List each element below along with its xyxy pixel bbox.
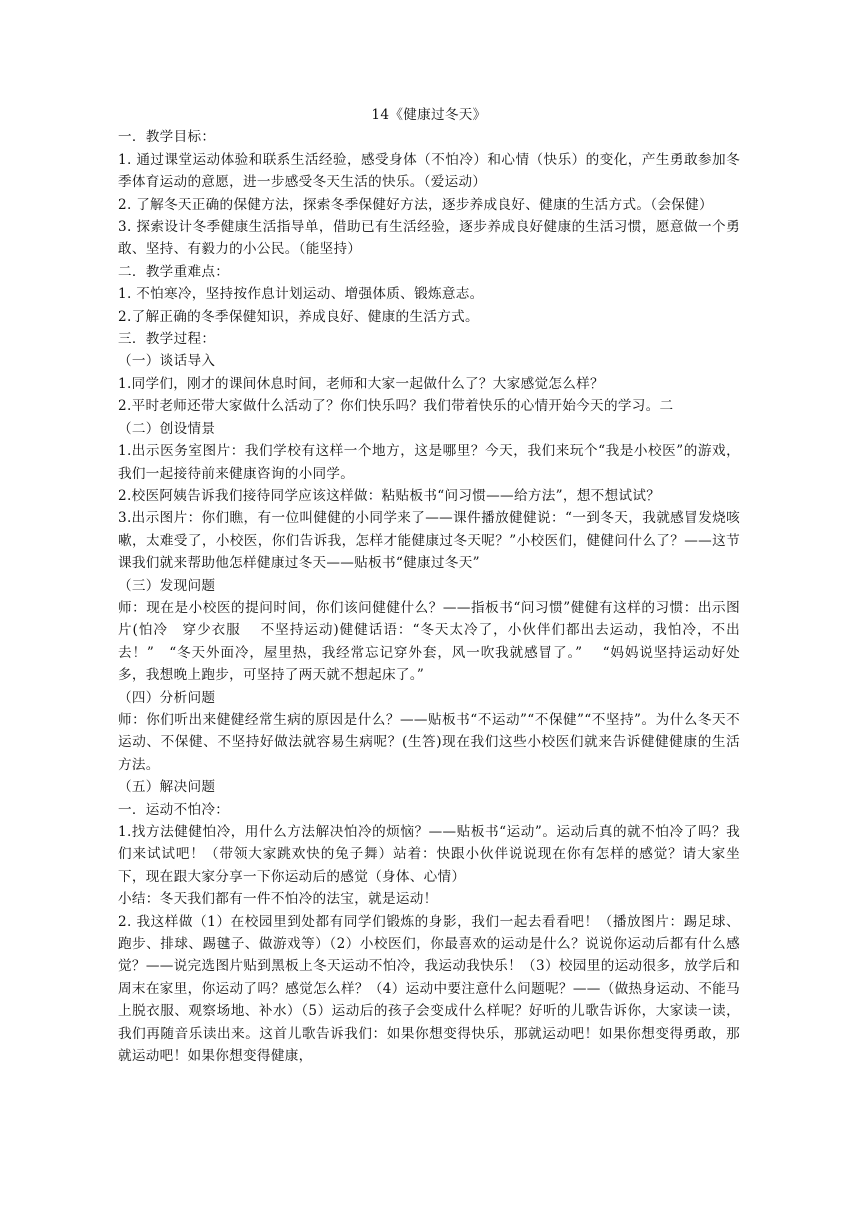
goal-2: 2. 了解冬天正确的保健方法，探索冬季保健好方法，逐步养成良好、健康的生活方式。（会保健） [118, 196, 713, 213]
goal-3: 3. 探索设计冬季健康生活指导单，借助已有生活经验，逐步养成良好健康的生活习惯，愿意做一个勇敢、坚持、有毅力的小公民。（能坚持） [118, 219, 740, 258]
solve-summary: 小结：冬天我们都有一件不怕冷的法宝，就是运动！ [118, 891, 438, 908]
key-point-2: 2.了解正确的冬季保健知识，养成良好、健康的生活方式。 [118, 308, 479, 325]
heading-key-points: 二．教学重难点： [118, 263, 230, 280]
scenario-item-2: 2.校医阿姨告诉我们接待同学应该这样做：粘贴板书“问习惯——给方法”，想不想试试？ [118, 487, 661, 504]
scenario-item-3: 3.出示图片：你们瞧，有一位叫健健的小同学来了——课件播放健健说：“一到冬天，我就感冒发烧咳嗽，太难受了，小校医，你们告诉我，怎样才能健康过冬天呢？”小校医们，健健问什么了？——这节课我们就来帮助他怎样健康过冬天——贴板书“健康过冬天” [118, 510, 740, 572]
heading-process: 三．教学过程： [118, 331, 216, 348]
document-body [118, 104, 740, 1067]
section-solve-heading: （五）解决问题 [118, 779, 216, 796]
intro-item-1: 1.同学们，刚才的课间休息时间，老师和大家一起做什么了？大家感觉怎么样？ [118, 375, 604, 392]
section-scenario-heading: （二）创设情景 [118, 420, 216, 437]
scenario-item-1: 1.出示医务室图片：我们学校有这样一个地方，这是哪里？今天，我们来玩个“我是小校医”的游戏，我们一起接待前来健康咨询的小同学。 [118, 443, 740, 482]
section-intro-heading: （一）谈话导入 [118, 353, 216, 370]
solve-item-2: 2. 我这样做（1）在校园里到处都有同学们锻炼的身影，我们一起去看看吧！（播放图片：踢足球、跑步、排球、踢毽子、做游戏等）（2）小校医们，你最喜欢的运动是什么？说说你运动后都有什么感觉？——说完选图片贴到黑板上冬天运动不怕冷，我运动我快乐！（3）校园里的运动很多，放学后和周末在家里，你运动了吗？感觉怎么样？（4）运动中要注意什么问题呢？——（做热身运动、不能马上脱衣服、观察场地、补水）（5）运动后的孩子会变成什么样呢？好听的儿歌告诉你，大家读一读，我们再随音乐读出来。这首儿歌告诉我们：如果你想变得快乐，那就运动吧！如果你想变得勇敢，那就运动吧！如果你想变得健康， [118, 913, 740, 1065]
section-analyze-heading: （四）分析问题 [118, 689, 216, 706]
heading-teaching-goals: 一．教学目标： [118, 129, 216, 146]
section-discover-heading: （三）发现问题 [118, 577, 216, 594]
key-point-1: 1. 不怕寒冷，坚持按作息计划运动、增强体质、锻炼意志。 [118, 286, 484, 303]
document-title: 14《健康过冬天》 [371, 107, 487, 123]
solve-subheading: 一．运动不怕冷： [118, 801, 230, 818]
discover-text: 师：现在是小校医的提问时间，你们该问健健什么？——指板书“问习惯”健健有这样的习惯：出示图片(怕冷 穿少衣服 不坚持运动)健健话语：“冬天太冷了，小伙伴们都出去运动，我怕冷，不出去！” “冬天外面冷，屋里热，我经常忘记穿外套，风一吹我就感冒了。” “妈妈说坚持运动好处多，我想晚上跑步，可坚持了两天就不想起床了。” [118, 599, 740, 684]
goal-1: 1. 通过课堂运动体验和联系生活经验，感受身体（不怕冷）和心情（快乐）的变化，产生勇敢参加冬季体育运动的意愿，进一步感受冬天生活的快乐。（爱运动） [118, 151, 740, 191]
intro-item-2: 2.平时老师还带大家做什么活动了？你们快乐吗？我们带着快乐的心情开始今天的学习。二 [118, 398, 674, 415]
solve-item-1: 1.找方法健健怕冷，用什么方法解决怕冷的烦恼？——贴板书“运动”。运动后真的就不怕冷了吗？我们来试试吧！（带领大家跳欢快的兔子舞）站着：快跟小伙伴说说现在你有怎样的感觉？请大家坐下，现在跟大家分享一下你运动后的感觉（身体、心情） [118, 824, 740, 885]
analyze-text: 师：你们听出来健健经常生病的原因是什么？——贴板书“不运动”“不保健”“不坚持”。为什么冬天不运动、不保健、不坚持好做法就容易生病呢？(生答)现在我们这些小校医们就来告诉健健健康的生活方法。 [118, 711, 740, 773]
